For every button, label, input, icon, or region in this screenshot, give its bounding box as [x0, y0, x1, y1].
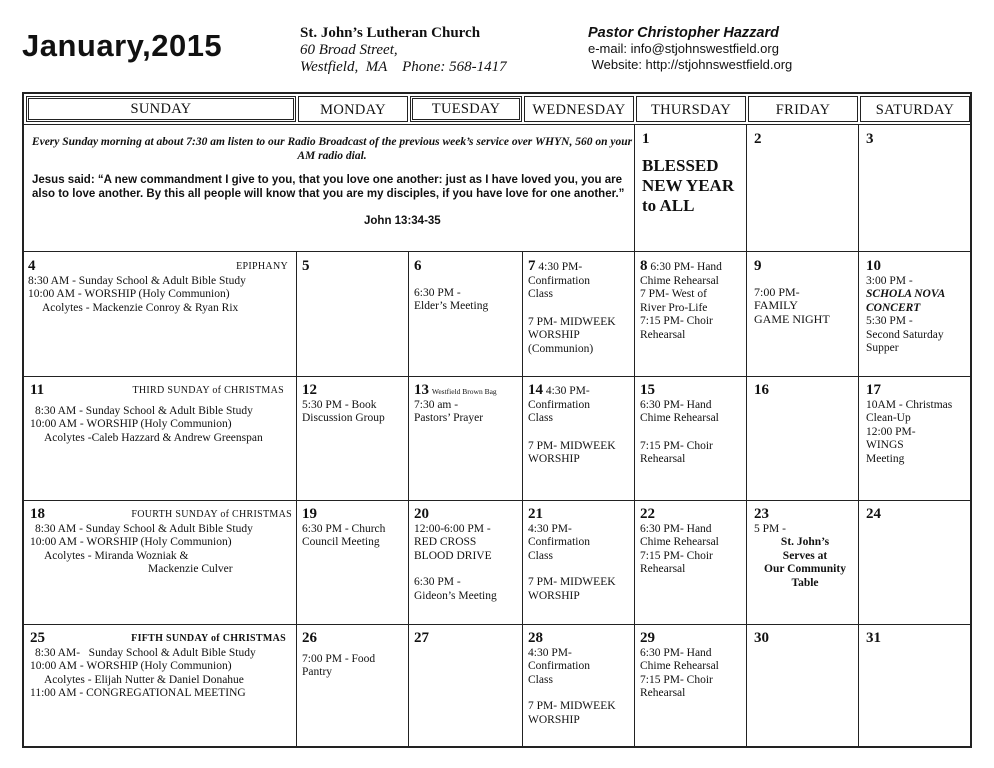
new-year-note: BLESSED NEW YEAR to ALL	[642, 155, 735, 215]
event-line: Acolytes - Mackenzie Conroy & Ryan Rix	[42, 301, 239, 314]
header-sunday: SUNDAY	[26, 96, 296, 122]
church-info	[300, 25, 507, 76]
event-line: Meeting	[866, 452, 905, 465]
pastor-info	[588, 25, 792, 73]
event-line: 6:30 PM -	[414, 286, 461, 299]
event-line: 7:15 PM- Choir	[640, 315, 713, 327]
event-line: 7 PM- MIDWEEK	[528, 576, 616, 588]
event-line: 6:30 PM- Hand	[640, 522, 712, 535]
scripture-quote: Jesus said: “A new commandment I give to you, that you love one another: just as I have loved you, you are also to love another. By this all people will know that you are my disciples, if you have love for one another.”	[32, 174, 625, 200]
header-friday: FRIDAY	[748, 96, 858, 122]
event-line: 7:15 PM- Choir	[640, 549, 713, 562]
event-line: 7 PM- MIDWEEK	[528, 700, 616, 712]
event-line: WORSHIP	[528, 589, 580, 602]
day-15	[640, 384, 744, 467]
event-line: 7 PM- MIDWEEK	[528, 315, 616, 328]
event-line: Confirmation	[528, 274, 590, 287]
day-22	[640, 508, 744, 577]
day-10	[866, 260, 970, 356]
day-4	[28, 260, 294, 374]
event-line: River Pro-Life	[640, 301, 708, 314]
event-line: Rehearsal	[640, 328, 686, 341]
day-3	[866, 133, 966, 148]
event-line: WINGS	[866, 439, 904, 451]
event-line: 10AM - Christmas	[866, 398, 953, 411]
day-5	[302, 260, 406, 275]
event-line: Pastors’ Prayer	[414, 412, 484, 424]
church-city-phone: Westfield, MA Phone: 568-1417	[300, 59, 507, 75]
day-number: 5	[302, 258, 310, 274]
grid-line	[24, 624, 970, 625]
pastor-name: Pastor Christopher Hazzard	[588, 25, 779, 41]
day-number: 29	[640, 630, 655, 646]
day-number: 17	[866, 382, 881, 398]
event-line: 5 PM -	[754, 522, 786, 535]
event-line: 10:00 AM - WORSHIP (Holy Communion)	[30, 536, 232, 548]
day-number: 12	[302, 382, 317, 398]
event-line: 12:00 PM-	[866, 425, 916, 438]
event-line: 10:00 AM - WORSHIP (Holy Communion)	[30, 660, 232, 672]
day-number: 15	[640, 382, 655, 398]
header-wednesday: WEDNESDAY	[524, 96, 634, 122]
day-number: 18	[30, 506, 45, 522]
day-number: 3	[866, 131, 874, 147]
event-line: 6:30 PM - Church	[302, 522, 386, 535]
event-line: Acolytes -Caleb Hazzard & Andrew Greenspan	[44, 431, 263, 444]
event-line: Class	[528, 549, 553, 562]
grid-line	[522, 251, 523, 748]
day-11	[30, 384, 294, 445]
day-number: 10	[866, 258, 881, 274]
day-number: 27	[414, 630, 429, 646]
grid-line	[296, 251, 297, 748]
day-number: 16	[754, 382, 769, 398]
day-23	[754, 508, 856, 590]
event-line: Acolytes - Miranda Wozniak &	[44, 549, 189, 562]
header-monday: MONDAY	[298, 96, 408, 122]
day-25	[30, 632, 294, 701]
event-line: 4:30 PM-	[528, 522, 572, 535]
sunday-label: FIFTH SUNDAY of CHRISTMAS	[131, 633, 286, 644]
grid-line	[746, 124, 747, 748]
day-number: 9	[754, 258, 762, 274]
event-line: Chime Rehearsal	[640, 660, 719, 672]
week1-info-cell	[24, 125, 634, 251]
day-number: 20	[414, 506, 429, 522]
day-1	[642, 133, 742, 216]
event-line: GAME NIGHT	[754, 311, 830, 326]
radio-broadcast-note: Every Sunday morning at about 7:30 am listen to our Radio Broadcast of the previous week’s service over WHYN, 560 on your AM radio dial.	[31, 136, 633, 162]
event-line: Chime Rehearsal	[640, 274, 719, 287]
day-number: 30	[754, 630, 769, 646]
grid-line	[858, 124, 859, 748]
day-number: 2	[754, 131, 762, 147]
event-line: Rehearsal	[640, 563, 686, 575]
day-number: 11	[30, 382, 45, 398]
scripture-reference: John 13:34-35	[364, 215, 441, 227]
day-number: 21	[528, 506, 543, 522]
calendar-grid	[22, 92, 972, 748]
day-number: 7	[528, 258, 536, 274]
event-line: Table	[791, 576, 819, 589]
day-number: 23	[754, 506, 769, 522]
event-line: WORSHIP	[528, 329, 580, 341]
day-number: 24	[866, 506, 881, 522]
event-line: Chime Rehearsal	[640, 536, 719, 548]
concert-title: CONCERT	[866, 301, 921, 314]
day-2	[754, 133, 854, 148]
event-line: 7:30 am -	[414, 398, 459, 411]
page-title: January,2015	[22, 28, 223, 63]
day-18	[30, 508, 294, 577]
sunday-label: FOURTH SUNDAY of CHRISTMAS	[131, 509, 292, 520]
event-line: 4:30 PM-	[545, 385, 590, 397]
day-number: 13	[414, 382, 429, 398]
header-saturday: SATURDAY	[860, 96, 970, 122]
event-line: 8:30 AM - Sunday School & Adult Bible Study	[28, 274, 246, 287]
day-number: 14	[528, 382, 543, 398]
event-line: 5:30 PM -	[866, 315, 913, 327]
day-26	[302, 632, 406, 680]
day-17	[866, 384, 970, 466]
event-line: Clean-Up	[866, 412, 911, 424]
church-address: 60 Broad Street,	[300, 42, 398, 58]
day-number: 26	[302, 630, 317, 646]
day-24	[866, 508, 970, 523]
event-line: 10:00 AM - WORSHIP (Holy Communion)	[30, 418, 232, 430]
event-line: 3:00 PM -	[866, 274, 913, 287]
event-line: 4:30 PM-	[528, 646, 572, 659]
day-number: 28	[528, 630, 543, 646]
event-line: Class	[528, 412, 553, 424]
event-line: 6:30 PM- Hand	[640, 398, 712, 411]
day-16	[754, 384, 856, 399]
event-line: Gideon’s Meeting	[414, 589, 497, 602]
day-number: 6	[414, 258, 422, 274]
event-line: Class	[528, 673, 553, 686]
event-line: 6:30 PM- Hand	[640, 646, 712, 659]
event-line: Second Saturday	[866, 328, 944, 341]
event-line: 8:30 AM- Sunday School & Adult Bible Study	[35, 646, 256, 659]
event-line: 6:30 PM -	[414, 576, 461, 588]
day-27	[414, 632, 520, 647]
event-line: Pantry	[302, 666, 333, 678]
day-30	[754, 632, 856, 647]
event-line: WORSHIP	[528, 713, 580, 726]
event-line: FAMILY	[754, 298, 798, 312]
event-line: WORSHIP	[528, 453, 580, 465]
day-number: 22	[640, 506, 655, 522]
day-9	[754, 260, 856, 326]
day-14	[528, 384, 632, 467]
event-line: 5:30 PM - Book	[302, 398, 377, 411]
day-29	[640, 632, 744, 701]
grid-line	[24, 500, 970, 501]
grid-line	[408, 251, 409, 748]
day-number: 31	[866, 630, 881, 646]
event-tag: Westfield Brown Bag	[431, 387, 497, 396]
day-number: 8	[640, 258, 648, 274]
event-line: St. John’s	[780, 536, 830, 548]
concert-title: SCHOLA NOVA	[866, 288, 946, 300]
day-6	[414, 260, 520, 314]
event-line: Confirmation	[528, 398, 590, 411]
event-line: 7 PM- MIDWEEK	[528, 439, 616, 452]
event-line: 7:15 PM- Choir	[640, 439, 713, 452]
event-line: 12:00-6:00 PM -	[414, 522, 491, 535]
event-line: Discussion Group	[302, 412, 385, 424]
event-line: Serves at	[782, 549, 828, 562]
event-line: Supper	[866, 342, 899, 354]
event-line: Acolytes - Elijah Nutter & Daniel Donahue	[44, 673, 244, 686]
day-20	[414, 508, 520, 603]
event-line: Confirmation	[528, 536, 590, 548]
event-line: Our Community	[764, 563, 846, 575]
day-number: 1	[642, 131, 650, 147]
day-28	[528, 632, 632, 727]
event-line: 11:00 AM - CONGREGATIONAL MEETING	[30, 687, 246, 699]
event-line: Rehearsal	[640, 453, 686, 465]
event-line: (Communion)	[528, 342, 594, 355]
event-line: BLOOD DRIVE	[414, 549, 492, 562]
event-line: 7:00 PM - Food	[302, 652, 376, 665]
event-line: RED CROSS	[414, 536, 477, 548]
day-12	[302, 384, 406, 426]
church-name: St. John’s Lutheran Church	[300, 25, 481, 41]
sunday-label: EPIPHANY	[236, 261, 288, 272]
header-tuesday: TUESDAY	[410, 96, 522, 122]
event-line: Mackenzie Culver	[148, 563, 233, 575]
day-19	[302, 508, 406, 550]
event-line: Elder’s Meeting	[414, 300, 489, 312]
event-line: Class	[528, 288, 553, 300]
event-line: 8:30 AM - Sunday School & Adult Bible Study	[35, 404, 253, 417]
day-number: 19	[302, 506, 317, 522]
event-line: 6:30 PM- Hand	[650, 261, 722, 273]
day-7	[528, 260, 632, 356]
event-line: Council Meeting	[302, 536, 380, 548]
event-line: 4:30 PM-	[538, 261, 583, 273]
day-8	[640, 260, 744, 342]
event-line: 8:30 AM - Sunday School & Adult Bible Study	[35, 522, 253, 535]
event-line: 7:00 PM-	[754, 284, 800, 299]
event-line: 7:15 PM- Choir	[640, 673, 713, 686]
church-website: Website: http://stjohnswestfield.org	[588, 57, 793, 72]
grid-line	[24, 251, 970, 252]
header-thursday: THURSDAY	[636, 96, 746, 122]
day-31	[866, 632, 970, 647]
day-number: 25	[30, 630, 45, 646]
event-line: 7 PM- West of	[640, 288, 707, 300]
sunday-label: THIRD SUNDAY of CHRISTMAS	[132, 385, 284, 396]
event-line: Confirmation	[528, 660, 590, 672]
event-line: 10:00 AM - WORSHIP (Holy Communion)	[28, 288, 230, 300]
day-21	[528, 508, 632, 603]
grid-line	[24, 376, 970, 377]
grid-line	[634, 124, 635, 748]
pastor-email: e-mail: info@stjohnswestfield.org	[588, 41, 779, 56]
event-line: Rehearsal	[640, 687, 686, 699]
day-number: 4	[28, 258, 36, 274]
day-13	[414, 384, 520, 426]
event-line: Chime Rehearsal	[640, 412, 719, 424]
